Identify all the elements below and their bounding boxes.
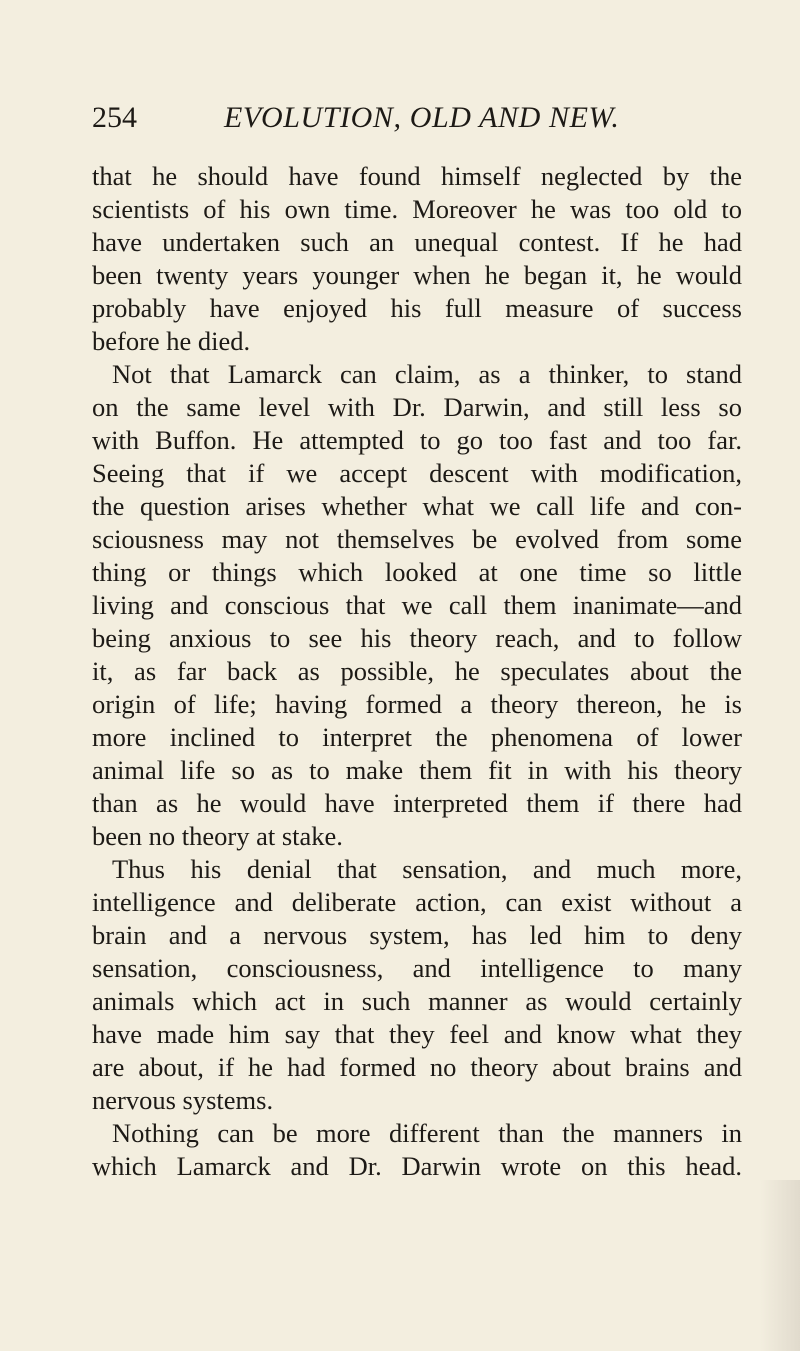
text-line: with Buffon. He attempted to go too fast and too far. — [92, 425, 742, 455]
paragraph-start-line: Not that Lamarck can claim, as a thinker, to stand — [112, 359, 742, 389]
text-line: sciousness may not themselves be evolved from some — [92, 524, 742, 554]
text-line: that he should have found himself neglected by the — [92, 161, 742, 191]
text-line: nervous systems. — [92, 1085, 274, 1115]
text-line: more inclined to interpret the phenomena of lower — [92, 722, 742, 752]
text-line: than as he would have interpreted them if there had — [92, 788, 742, 818]
text-line: being anxious to see his theory reach, and to follow — [92, 623, 742, 653]
paragraph-start-line: Nothing can be more different than the manners in — [112, 1118, 742, 1148]
text-line: thing or things which looked at one time so little — [92, 557, 742, 587]
text-line: before he died. — [92, 326, 251, 356]
text-line: the question arises whether what we call life and con- — [92, 491, 742, 521]
text-line: Seeing that if we accept descent with modification, — [92, 458, 742, 488]
page-header — [92, 98, 742, 138]
body-text — [92, 160, 742, 1183]
text-line: scientists of his own time. Moreover he was too old to — [92, 194, 742, 224]
text-line: probably have enjoyed his full measure of success — [92, 293, 742, 323]
text-line: are about, if he had formed no theory about brains and — [92, 1052, 742, 1082]
text-line: on the same level with Dr. Darwin, and still less so — [92, 392, 742, 422]
text-line: animals which act in such manner as would certainly — [92, 986, 742, 1016]
text-line: brain and a nervous system, has led him to deny — [92, 920, 742, 950]
text-line: have undertaken such an unequal contest. If he had — [92, 227, 742, 257]
text-line: which Lamarck and Dr. Darwin wrote on this head. — [92, 1151, 742, 1181]
text-line: been no theory at stake. — [92, 821, 343, 851]
text-line: animal life so as to make them fit in with his theory — [92, 755, 742, 785]
running-title: EVOLUTION, OLD AND NEW. — [224, 101, 620, 134]
text-line: intelligence and deliberate action, can exist without a — [92, 887, 742, 917]
text-line: sensation, consciousness, and intelligence to many — [92, 953, 742, 983]
text-line: it, as far back as possible, he speculates about the — [92, 656, 742, 686]
text-line: living and conscious that we call them inanimate—and — [92, 590, 742, 620]
text-line: been twenty years younger when he began it, he would — [92, 260, 742, 290]
text-line: origin of life; having formed a theory thereon, he is — [92, 689, 742, 719]
paragraph-start-line: Thus his denial that sensation, and much more, — [112, 854, 742, 884]
text-line: have made him say that they feel and know what they — [92, 1019, 742, 1049]
page-edge-shadow — [760, 1180, 800, 1351]
page-number: 254 — [92, 101, 137, 134]
